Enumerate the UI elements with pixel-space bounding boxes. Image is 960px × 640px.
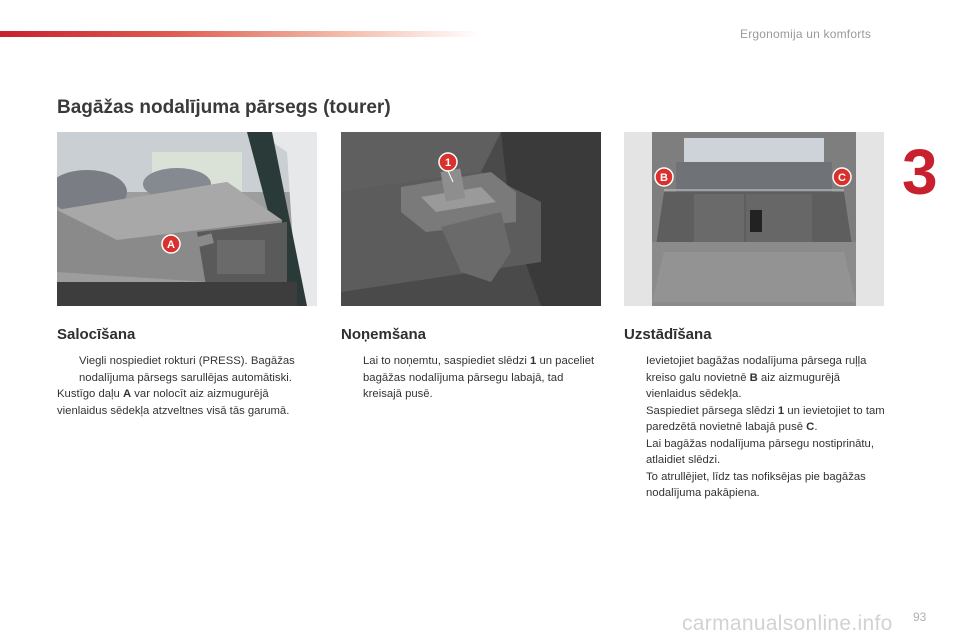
section-installation [624, 326, 886, 502]
section-heading: Noņemšana [341, 326, 427, 343]
callout-c: C [838, 172, 846, 184]
chapter-title: Ergonomija un komforts [740, 27, 872, 41]
photo-installation [624, 132, 884, 306]
paragraph: Kustīgo daļu A var nolocīt aiz aizmugurējā vienlaidus sēdekļa atzveltnes visā tās garumā. [57, 388, 290, 417]
callout-1: 1 [444, 157, 452, 169]
list-item: Lai to noņemtu, saspiediet slēdzi 1 un paceliet bagāžas nodalījuma pārsegu labajā, tad kreisajā pusē. [363, 355, 595, 400]
section-heading: Uzstādīšana [624, 326, 712, 343]
list-item: Ievietojiet bagāžas nodalījuma pārsega ruļļa kreiso galu novietnē B aiz aizmugurējā vienlaidus sēdekļa. [646, 355, 867, 400]
callout-a: A [167, 239, 175, 251]
list-item: To atrullējiet, līdz tas nofiksējas pie bagāžas nodalījuma pakāpiena. [646, 470, 866, 499]
list-item: Viegli nospiediet rokturi (PRESS). Bagāžas nodalījuma pārsegs sarullējas automātiski. [79, 355, 295, 384]
photo-removal [341, 132, 601, 306]
header-accent-bar [0, 31, 480, 37]
page-title: Bagāžas nodalījuma pārsegs (tourer) [57, 97, 391, 118]
callout-b: B [660, 172, 668, 184]
list-item: Saspiediet pārsega slēdzi 1 un ievietojiet to tam paredzētā novietnē labajā pusē C. [646, 404, 885, 433]
section-folding [57, 326, 319, 419]
list-item: Lai bagāžas nodalījuma pārsegu nostiprinātu, atlaidiet slēdzi. [646, 437, 874, 466]
photo-folding-cover [57, 132, 317, 306]
section-heading: Salocīšana [57, 326, 136, 343]
chapter-number: 3 [902, 136, 938, 208]
section-removal [341, 326, 603, 403]
page-number: 93 [913, 610, 927, 624]
watermark: carmanualsonline.info [682, 612, 893, 635]
